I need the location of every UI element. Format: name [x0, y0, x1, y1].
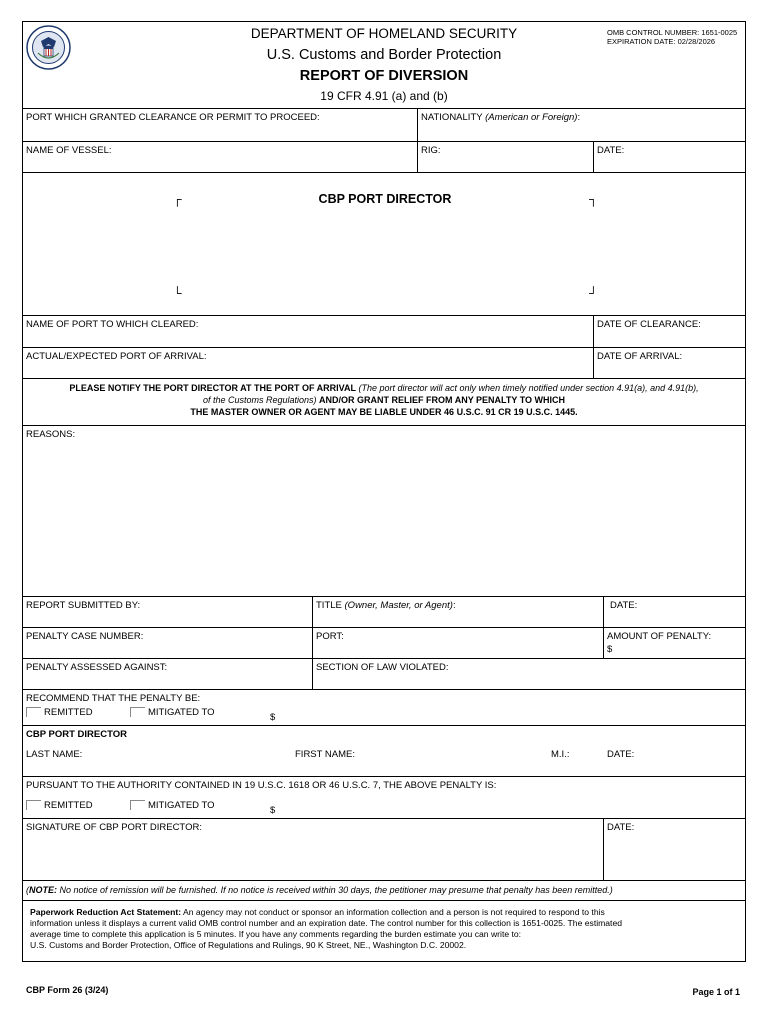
reasons-field[interactable] [23, 425, 745, 596]
penalty-port-field[interactable] [312, 628, 603, 658]
title-field[interactable] [312, 597, 603, 627]
date-arrival-field[interactable] [593, 348, 745, 378]
pursuant-remitted-checkbox[interactable] [26, 800, 41, 810]
row-signature [23, 818, 745, 880]
paperwork-line-4: U.S. Customs and Border Protection, Office of Regulations and Rulings, 90 K Street, NE., Washington D.C. 20002. [30, 940, 467, 950]
port-cleared-field[interactable] [23, 316, 593, 347]
paperwork-line-2: information unless it displays a current valid OMB control number and an expiration date. The control number for this collection is 1651-0025. The estimated [30, 918, 623, 928]
remitted-checkbox[interactable] [26, 707, 41, 717]
row-vessel [23, 141, 745, 172]
penalty-amount-field[interactable] [603, 628, 745, 658]
pursuant-section [23, 776, 745, 818]
corner-mark-top-left: ┌ [173, 192, 182, 206]
middle-initial-label[interactable]: M.I.: [551, 749, 570, 760]
address-block [23, 172, 745, 315]
port-director-heading: CBP PORT DIRECTOR [26, 729, 127, 740]
omb-control-number: OMB CONTROL NUMBER: 1651-0025 [607, 28, 738, 37]
corner-mark-bottom-right: ┘ [589, 286, 598, 300]
form-title: REPORT OF DIVERSION [299, 68, 469, 84]
date-clearance-label: DATE OF CLEARANCE: [597, 319, 701, 330]
port-clearance-label: PORT WHICH GRANTED CLEARANCE OR PERMIT TO PROCEED: [26, 112, 320, 123]
recommend-dollar: $ [270, 712, 276, 723]
row-port-arrival [23, 347, 745, 378]
penalty-port-label: PORT: [316, 631, 344, 642]
pursuant-dollar: $ [270, 805, 276, 816]
rig-label: RIG: [421, 145, 441, 156]
date-clearance-field[interactable] [593, 316, 745, 347]
penalty-amount-dollar: $ [607, 644, 613, 655]
signature-date-label: DATE: [607, 822, 635, 833]
address-block-title: CBP PORT DIRECTOR [318, 192, 452, 206]
report-of-diversion-form [22, 21, 746, 962]
row-assessed [23, 658, 745, 689]
recommend-mitigated-option[interactable] [130, 707, 215, 718]
notice-bold-3: THE MASTER OWNER OR AGENT MAY BE LIABLE UNDER 46 U.S.C. 91 CR 19 U.S.C. 1445. [190, 407, 578, 417]
recommend-section [23, 689, 745, 725]
corner-mark-bottom-left: └ [173, 286, 182, 300]
pursuant-mitigated-label: MITIGATED TO [148, 800, 215, 811]
row-port-cleared [23, 315, 745, 347]
pursuant-label: PURSUANT TO THE AUTHORITY CONTAINED IN 19 U.S.C. 1618 OR 46 U.S.C. 7, THE ABOVE PENALTY IS: [26, 780, 497, 791]
signature-date-field[interactable] [603, 819, 745, 880]
penalty-case-label: PENALTY CASE NUMBER: [26, 631, 144, 642]
recommend-label: RECOMMEND THAT THE PENALTY BE: [26, 693, 201, 704]
penalty-case-field[interactable] [23, 628, 312, 658]
penalty-amount-label: AMOUNT OF PENALTY: [607, 631, 712, 642]
paperwork-line-1: An agency may not conduct or sponsor an information collection and a person is not required to respond to this [182, 907, 605, 917]
form-id: CBP Form 26 (3/24) [26, 985, 109, 995]
submitted-by-field[interactable] [23, 597, 312, 627]
assessed-against-field[interactable] [23, 659, 312, 689]
remitted-label: REMITTED [44, 707, 93, 718]
paperwork-heading: Paperwork Reduction Act Statement: [30, 907, 182, 917]
nationality-field[interactable] [417, 109, 745, 141]
pursuant-mitigated-option[interactable] [130, 800, 215, 811]
vessel-date-label: DATE: [597, 145, 625, 156]
expiration-date: EXPIRATION DATE: 02/28/2026 [607, 37, 716, 46]
notice-bold-1: PLEASE NOTIFY THE PORT DIRECTOR AT THE PORT OF ARRIVAL [69, 383, 356, 393]
section-violated-field[interactable] [312, 659, 745, 689]
vessel-name-label: NAME OF VESSEL: [26, 145, 112, 156]
vessel-date-field[interactable] [593, 142, 745, 172]
note-text: No notice of remission will be furnished. If no notice is received within 30 days, the petitioner may presume that penalty has been remitted.) [59, 885, 613, 895]
mitigated-label: MITIGATED TO [148, 707, 215, 718]
first-name-label[interactable]: FIRST NAME: [295, 749, 355, 760]
date-arrival-label: DATE OF ARRIVAL: [597, 351, 683, 362]
notify-notice [23, 378, 745, 425]
notice-italic-1: (The port director will act only when timely notified under section 4.91(a), and 4.91(b), [358, 383, 699, 393]
row-penalty-case [23, 627, 745, 658]
department-name: DEPARTMENT OF HOMELAND SECURITY [250, 26, 518, 41]
paperwork-statement [23, 900, 745, 961]
corner-mark-top-right: ┐ [589, 192, 598, 206]
section-violated-label: SECTION OF LAW VIOLATED: [316, 662, 449, 673]
page-number: Page 1 of 1 [692, 987, 740, 997]
recommend-remitted-option[interactable] [26, 707, 93, 718]
note-bold: NOTE: [29, 885, 57, 895]
agency-name: U.S. Customs and Border Protection [266, 47, 502, 63]
paperwork-line-3: average time to complete this application is 5 minutes. If you have any comments regarding the burden estimate you can write to: [30, 929, 522, 939]
pursuant-remitted-label: REMITTED [44, 800, 93, 811]
row-port-clearance [23, 108, 745, 141]
last-name-label[interactable]: LAST NAME: [26, 749, 83, 760]
submitted-by-label: REPORT SUBMITTED BY: [26, 600, 141, 611]
port-arrival-field[interactable] [23, 348, 593, 378]
rig-field[interactable] [417, 142, 593, 172]
row-submitted-by [23, 596, 745, 627]
regulation-citation: 19 CFR 4.91 (a) and (b) [320, 89, 448, 103]
nationality-label: NATIONALITY (American or Foreign): [421, 112, 581, 123]
assessed-against-label: PENALTY ASSESSED AGAINST: [26, 662, 168, 673]
remission-note: (NOTE: No notice of remission will be furnished. If no notice is received within 30 days, the petitioner may presume that penalty has been remitted.) [23, 880, 745, 900]
pursuant-mitigated-checkbox[interactable] [130, 800, 145, 810]
signature-label: SIGNATURE OF CBP PORT DIRECTOR: [26, 822, 202, 833]
mitigated-checkbox[interactable] [130, 707, 145, 717]
port-arrival-label: ACTUAL/EXPECTED PORT OF ARRIVAL: [26, 351, 207, 362]
title-label: TITLE (Owner, Master, or Agent): [316, 600, 456, 611]
notice-italic-2: of the Customs Regulations) [202, 395, 317, 405]
vessel-name-field[interactable] [23, 142, 417, 172]
director-date-label[interactable]: DATE: [607, 749, 635, 760]
notice-bold-2: AND/OR GRANT RELIEF FROM ANY PENALTY TO WHICH [319, 395, 566, 405]
signature-field[interactable] [23, 819, 603, 880]
pursuant-remitted-option[interactable] [26, 800, 93, 811]
submitted-date-label: DATE: [610, 600, 638, 611]
port-clearance-field[interactable] [23, 109, 417, 141]
submitted-date-field[interactable] [603, 597, 745, 627]
port-director-section [23, 725, 745, 776]
reasons-label: REASONS: [26, 429, 76, 440]
port-cleared-label: NAME OF PORT TO WHICH CLEARED: [26, 319, 199, 330]
